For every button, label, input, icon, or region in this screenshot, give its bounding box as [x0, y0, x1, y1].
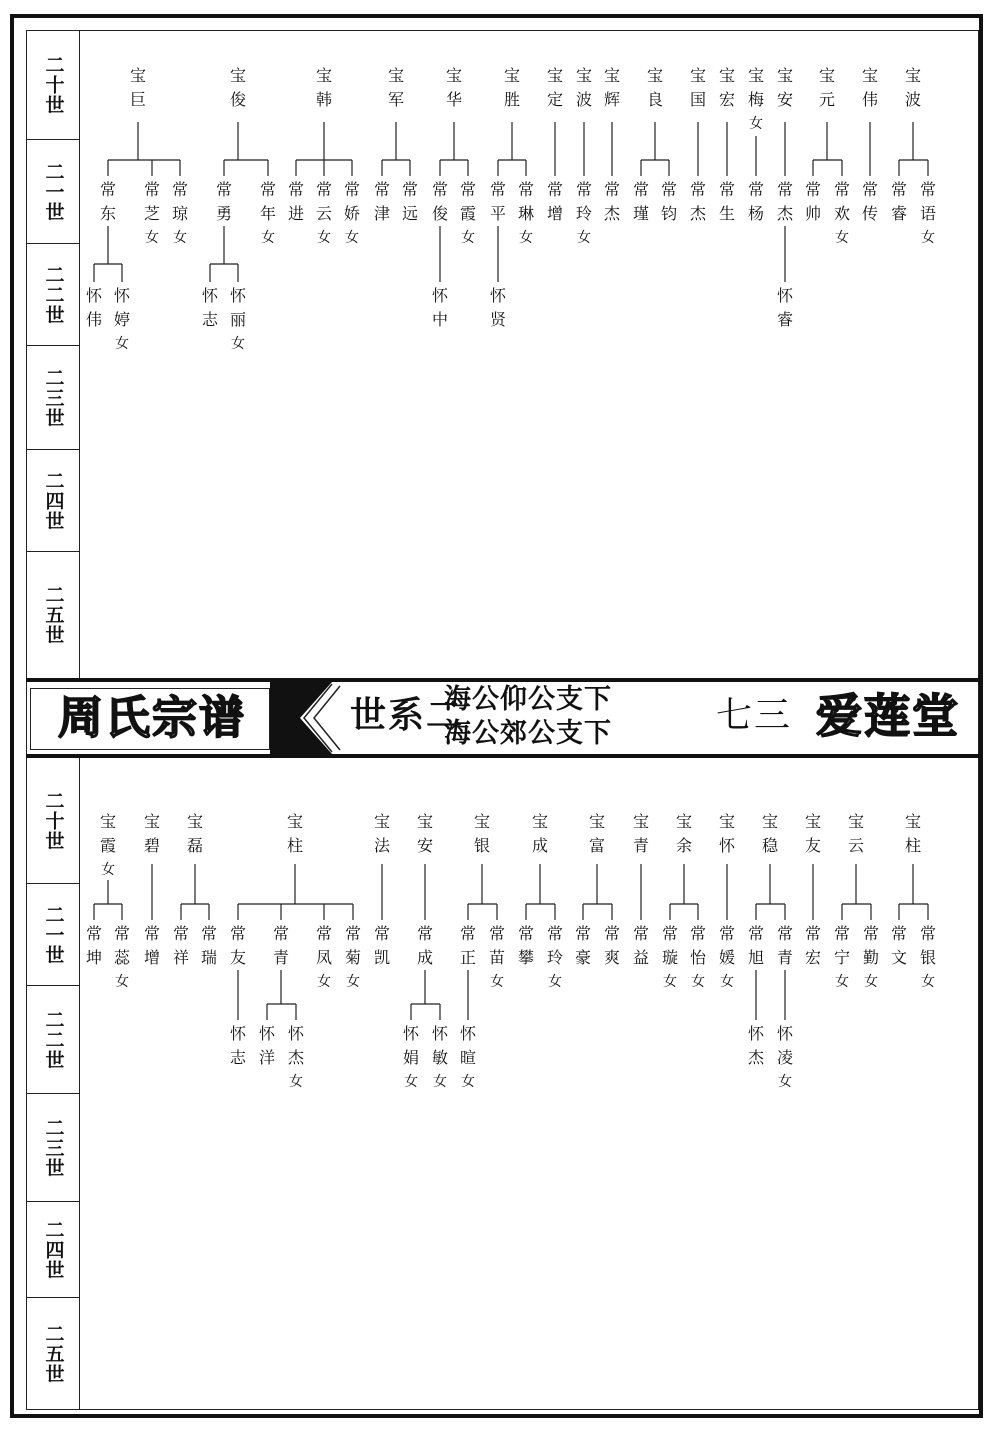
name-glyph: 旭	[747, 948, 764, 967]
name-glyph: 钧	[660, 204, 677, 223]
name-glyph: 宝	[315, 66, 332, 85]
name-glyph: 常	[660, 180, 677, 199]
name-glyph: 常	[804, 180, 821, 199]
name-glyph: 常	[431, 180, 448, 199]
name-glyph: 宝	[632, 812, 649, 831]
name-glyph: 正	[459, 948, 476, 967]
name-glyph: 良	[646, 90, 663, 109]
name-glyph: 杰	[603, 204, 620, 223]
name-glyph: 宝	[503, 66, 520, 85]
name-glyph: 杰	[747, 1048, 764, 1067]
name-glyph: 安	[416, 836, 433, 855]
name-glyph: 勤	[862, 948, 879, 967]
name-glyph: 宝	[718, 66, 735, 85]
name-glyph: 稳	[761, 836, 778, 855]
name-glyph: 爽	[603, 948, 620, 967]
name-glyph: 凯	[373, 948, 390, 967]
female-marker: 女	[461, 230, 475, 246]
generation-label: 二五世	[42, 1324, 65, 1384]
name-glyph: 常	[689, 924, 706, 943]
name-glyph: 常	[215, 180, 232, 199]
name-glyph: 青	[272, 948, 289, 967]
name-glyph: 娇	[343, 204, 360, 223]
name-glyph: 宝	[861, 66, 878, 85]
name-glyph: 宝	[847, 812, 864, 831]
name-glyph: 常	[171, 180, 188, 199]
generation-label: 二二世	[26, 986, 80, 1094]
female-marker: 女	[778, 1074, 792, 1090]
name-glyph: 波	[904, 90, 921, 109]
name-glyph: 志	[201, 310, 218, 329]
name-glyph: 常	[99, 180, 116, 199]
female-marker: 女	[231, 336, 245, 352]
generation-label: 二十世	[26, 30, 80, 140]
name-glyph: 波	[575, 90, 592, 109]
name-glyph: 常	[747, 180, 764, 199]
name-glyph: 怡	[689, 948, 706, 967]
name-glyph: 怀	[229, 1024, 246, 1043]
name-glyph: 友	[804, 836, 821, 855]
generation-label: 二四世	[26, 1202, 80, 1298]
name-glyph: 韩	[315, 90, 332, 109]
name-glyph: 常	[373, 180, 390, 199]
name-glyph: 益	[632, 948, 649, 967]
name-glyph: 法	[373, 836, 390, 855]
name-glyph: 常	[574, 924, 591, 943]
name-glyph: 媛	[718, 948, 735, 967]
name-glyph: 年	[259, 204, 276, 223]
branch-label-bottom: 海公郊公支下	[444, 718, 612, 749]
name-glyph: 常	[919, 180, 936, 199]
female-marker: 女	[101, 862, 115, 878]
name-glyph: 常	[259, 180, 276, 199]
name-glyph: 常	[833, 180, 850, 199]
female-marker: 女	[548, 974, 562, 990]
name-glyph: 洋	[258, 1048, 275, 1067]
name-glyph: 常	[661, 924, 678, 943]
generation-label: 二一世	[26, 884, 80, 986]
name-glyph: 宝	[646, 66, 663, 85]
name-glyph: 宝	[531, 812, 548, 831]
name-glyph: 帅	[804, 204, 821, 223]
generation-label: 二四世	[26, 450, 80, 552]
page-number: 七三	[716, 695, 793, 736]
name-glyph: 常	[459, 180, 476, 199]
name-glyph: 余	[675, 836, 692, 855]
name-glyph: 宝	[904, 812, 921, 831]
name-glyph: 怀	[747, 1024, 764, 1043]
name-glyph: 常	[804, 924, 821, 943]
female-marker: 女	[317, 230, 331, 246]
name-glyph: 玲	[546, 948, 563, 967]
name-glyph: 宝	[904, 66, 921, 85]
name-glyph: 常	[344, 924, 361, 943]
name-glyph: 常	[459, 924, 476, 943]
name-glyph: 增	[546, 204, 563, 223]
female-marker: 女	[173, 230, 187, 246]
name-glyph: 辉	[603, 90, 620, 109]
name-glyph: 常	[632, 180, 649, 199]
name-glyph: 文	[890, 948, 907, 967]
name-glyph: 生	[718, 204, 735, 223]
name-glyph: 攀	[517, 948, 534, 967]
female-marker: 女	[720, 974, 734, 990]
name-glyph: 常	[776, 924, 793, 943]
name-glyph: 常	[747, 924, 764, 943]
name-glyph: 常	[862, 924, 879, 943]
name-glyph: 宝	[575, 66, 592, 85]
name-glyph: 祥	[172, 948, 189, 967]
name-glyph: 华	[445, 90, 462, 109]
name-glyph: 常	[200, 924, 217, 943]
name-glyph: 怀	[776, 1024, 793, 1043]
name-glyph: 怀	[113, 286, 130, 305]
name-glyph: 增	[143, 948, 160, 967]
name-glyph: 友	[229, 948, 246, 967]
name-glyph: 宝	[747, 66, 764, 85]
name-glyph: 怀	[229, 286, 246, 305]
female-marker: 女	[835, 974, 849, 990]
name-glyph: 语	[919, 204, 936, 223]
name-glyph: 国	[689, 90, 706, 109]
name-glyph: 常	[488, 924, 505, 943]
name-glyph: 碧	[143, 836, 160, 855]
female-marker: 女	[289, 1074, 303, 1090]
name-glyph: 琼	[171, 204, 188, 223]
name-glyph: 怀	[776, 286, 793, 305]
name-glyph: 常	[517, 924, 534, 943]
name-glyph: 常	[143, 180, 160, 199]
name-glyph: 宝	[387, 66, 404, 85]
name-glyph: 常	[143, 924, 160, 943]
name-glyph: 俊	[431, 204, 448, 223]
generation-label: 二一世	[26, 140, 80, 244]
name-glyph: 宝	[718, 812, 735, 831]
female-marker: 女	[835, 230, 849, 246]
name-glyph: 伟	[861, 90, 878, 109]
name-glyph: 宝	[689, 66, 706, 85]
name-glyph: 常	[343, 180, 360, 199]
name-glyph: 常	[401, 180, 418, 199]
generation-label: 二二世	[26, 244, 80, 346]
female-marker: 女	[921, 974, 935, 990]
female-marker: 女	[317, 974, 331, 990]
name-glyph: 定	[546, 90, 563, 109]
female-marker: 女	[404, 1074, 418, 1090]
name-glyph: 宝	[588, 812, 605, 831]
name-glyph: 常	[315, 924, 332, 943]
name-glyph: 安	[776, 90, 793, 109]
name-glyph: 常	[315, 180, 332, 199]
name-glyph: 凌	[776, 1048, 793, 1067]
name-glyph: 宝	[373, 812, 390, 831]
name-glyph: 常	[272, 924, 289, 943]
genealogy-title: 周氏宗谱	[58, 691, 247, 744]
name-glyph: 宝	[445, 66, 462, 85]
name-glyph: 蕊	[113, 948, 130, 967]
name-glyph: 宝	[286, 812, 303, 831]
name-glyph: 常	[603, 180, 620, 199]
female-marker: 女	[433, 1074, 447, 1090]
female-marker: 女	[145, 230, 159, 246]
name-glyph: 睿	[890, 204, 907, 223]
name-glyph: 宝	[546, 66, 563, 85]
name-glyph: 杰	[776, 204, 793, 223]
generation-label: 二三世	[26, 346, 80, 450]
name-glyph: 怀	[431, 1024, 448, 1043]
name-glyph: 平	[489, 204, 506, 223]
name-glyph: 青	[776, 948, 793, 967]
name-glyph: 宝	[761, 812, 778, 831]
female-marker: 女	[115, 974, 129, 990]
name-glyph: 芝	[143, 204, 160, 223]
female-marker: 女	[490, 974, 504, 990]
name-glyph: 常	[517, 180, 534, 199]
name-glyph: 常	[890, 924, 907, 943]
name-glyph: 常	[416, 924, 433, 943]
name-glyph: 怀	[431, 286, 448, 305]
generation-label: 二三世	[26, 1094, 80, 1202]
name-glyph: 宝	[603, 66, 620, 85]
branch-label-top: 海公仰公支下	[444, 684, 612, 715]
name-glyph: 常	[919, 924, 936, 943]
name-glyph: 云	[315, 204, 332, 223]
name-glyph: 杰	[689, 204, 706, 223]
name-glyph: 宝	[99, 812, 116, 831]
name-glyph: 宝	[416, 812, 433, 831]
name-glyph: 伟	[85, 310, 102, 329]
name-glyph: 睿	[776, 310, 793, 329]
name-glyph: 怀	[459, 1024, 476, 1043]
name-glyph: 宝	[818, 66, 835, 85]
name-glyph: 霞	[459, 204, 476, 223]
name-glyph: 柱	[286, 836, 303, 855]
name-glyph: 常	[546, 924, 563, 943]
name-glyph: 胜	[503, 90, 520, 109]
name-glyph: 怀	[201, 286, 218, 305]
name-glyph: 霞	[99, 836, 116, 855]
name-glyph: 贤	[489, 310, 506, 329]
name-glyph: 宏	[718, 90, 735, 109]
name-glyph: 暄	[459, 1048, 476, 1067]
female-marker: 女	[921, 230, 935, 246]
name-glyph: 常	[890, 180, 907, 199]
name-glyph: 俊	[229, 90, 246, 109]
name-glyph: 进	[287, 204, 304, 223]
female-marker: 女	[261, 230, 275, 246]
name-glyph: 敏	[431, 1048, 448, 1067]
name-glyph: 常	[172, 924, 189, 943]
female-marker: 女	[519, 230, 533, 246]
name-glyph: 常	[861, 180, 878, 199]
name-glyph: 欢	[833, 204, 850, 223]
name-glyph: 宝	[129, 66, 146, 85]
name-glyph: 苗	[488, 948, 505, 967]
name-glyph: 怀	[402, 1024, 419, 1043]
name-glyph: 银	[919, 948, 936, 967]
name-glyph: 婷	[113, 310, 130, 329]
name-glyph: 杰	[287, 1048, 304, 1067]
name-glyph: 常	[287, 180, 304, 199]
name-glyph: 常	[718, 924, 735, 943]
name-glyph: 璇	[661, 948, 678, 967]
name-glyph: 常	[373, 924, 390, 943]
name-glyph: 常	[718, 180, 735, 199]
name-glyph: 远	[401, 204, 418, 223]
name-glyph: 柱	[904, 836, 921, 855]
name-glyph: 元	[818, 90, 835, 109]
name-glyph: 常	[689, 180, 706, 199]
female-marker: 女	[115, 336, 129, 352]
female-marker: 女	[749, 116, 763, 132]
name-glyph: 常	[603, 924, 620, 943]
name-glyph: 玲	[575, 204, 592, 223]
name-glyph: 宝	[473, 812, 490, 831]
name-glyph: 怀	[258, 1024, 275, 1043]
name-glyph: 宝	[804, 812, 821, 831]
name-glyph: 宁	[833, 948, 850, 967]
name-glyph: 瑾	[632, 204, 649, 223]
name-glyph: 宏	[804, 948, 821, 967]
name-glyph: 宝	[229, 66, 246, 85]
name-glyph: 瑞	[200, 948, 217, 967]
name-glyph: 东	[99, 204, 116, 223]
name-glyph: 豪	[574, 948, 591, 967]
name-glyph: 常	[113, 924, 130, 943]
name-glyph: 杨	[747, 204, 764, 223]
name-glyph: 成	[416, 948, 433, 967]
female-marker: 女	[346, 974, 360, 990]
name-glyph: 常	[489, 180, 506, 199]
name-glyph: 云	[847, 836, 864, 855]
name-glyph: 坤	[85, 948, 102, 967]
name-glyph: 宝	[776, 66, 793, 85]
generation-label: 二十世	[26, 758, 80, 884]
name-glyph: 怀	[85, 286, 102, 305]
name-glyph: 常	[546, 180, 563, 199]
female-marker: 女	[864, 974, 878, 990]
name-glyph: 怀	[489, 286, 506, 305]
name-glyph: 琳	[517, 204, 534, 223]
name-glyph: 磊	[186, 836, 203, 855]
female-marker: 女	[461, 1074, 475, 1090]
name-glyph: 常	[833, 924, 850, 943]
name-glyph: 宝	[675, 812, 692, 831]
name-glyph: 军	[387, 90, 404, 109]
name-glyph: 巨	[129, 90, 146, 109]
name-glyph: 常	[776, 180, 793, 199]
name-glyph: 宝	[186, 812, 203, 831]
name-glyph: 娟	[402, 1048, 419, 1067]
name-glyph: 青	[632, 836, 649, 855]
name-glyph: 津	[373, 204, 390, 223]
name-glyph: 富	[588, 836, 605, 855]
female-marker: 女	[577, 230, 591, 246]
name-glyph: 中	[431, 310, 448, 329]
name-glyph: 传	[861, 204, 878, 223]
name-glyph: 怀	[718, 836, 735, 855]
name-glyph: 丽	[229, 310, 246, 329]
name-glyph: 志	[229, 1048, 246, 1067]
name-glyph: 银	[473, 836, 490, 855]
female-marker: 女	[691, 974, 705, 990]
name-glyph: 勇	[215, 204, 232, 223]
name-glyph: 常	[632, 924, 649, 943]
name-glyph: 菊	[344, 948, 361, 967]
female-marker: 女	[663, 974, 677, 990]
section-label: 世系二	[350, 695, 465, 736]
name-glyph: 成	[531, 836, 548, 855]
generation-label: 二五世	[42, 585, 65, 645]
name-glyph: 怀	[287, 1024, 304, 1043]
name-glyph: 凤	[315, 948, 332, 967]
name-glyph: 宝	[143, 812, 160, 831]
name-glyph: 常	[229, 924, 246, 943]
name-glyph: 梅	[747, 90, 764, 109]
name-glyph: 常	[575, 180, 592, 199]
hall-name: 爱莲堂	[816, 689, 960, 743]
name-glyph: 常	[85, 924, 102, 943]
female-marker: 女	[345, 230, 359, 246]
